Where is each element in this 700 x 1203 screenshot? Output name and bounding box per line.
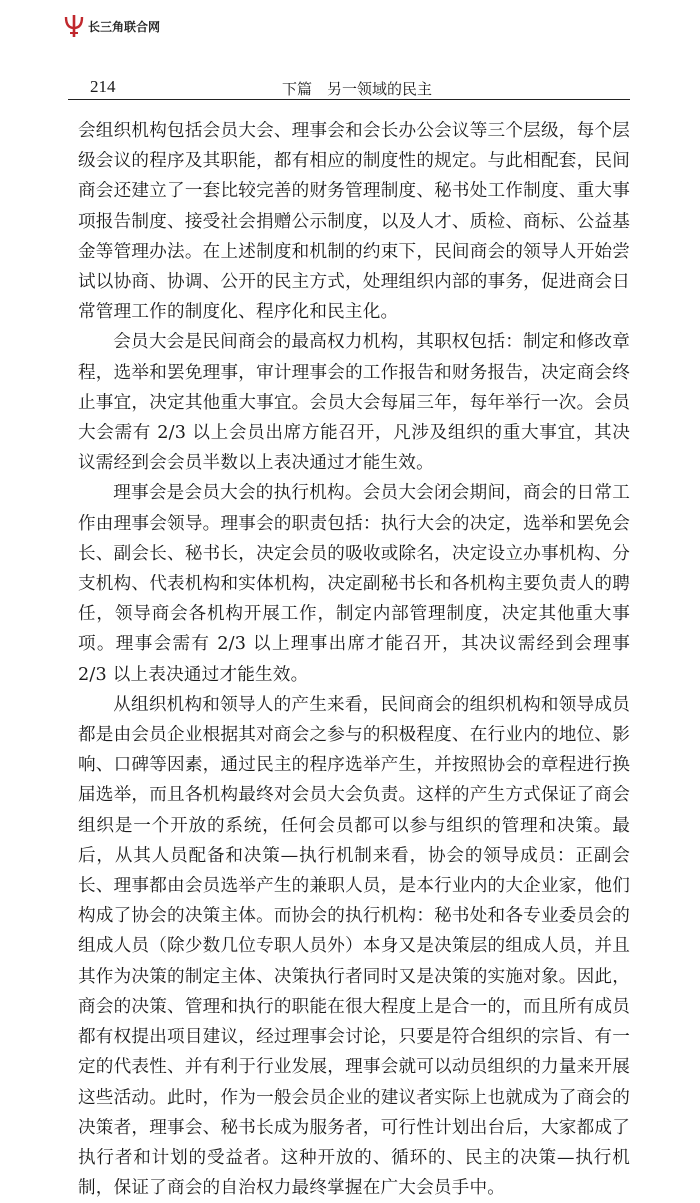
header-rule [68, 99, 630, 100]
paragraph: 会员大会是民间商会的最高权力机构，其职权包括：制定和修改章程，选举和罢免理事，审计理事会的工作报告和财务报告，决定商会终止事宜，决定其他重大事宜。会员大会每届三年，每年举行一次。会员大会需有 2/3 以上会员出席方能召开，凡涉及组织的重大事宜，其决议需经到会会员半数以上表决通过才能生效。 [78, 332, 630, 474]
logo-text: 长三角联合网 [88, 19, 161, 34]
page-number: 214 [90, 77, 116, 96]
trident-logo-icon [64, 14, 84, 38]
site-logo [64, 14, 160, 38]
running-head [68, 77, 630, 99]
running-title: 下篇 另一领域的民主 [282, 80, 433, 98]
body-text [78, 116, 630, 1203]
paragraph: 从组织机构和领导人的产生来看，民间商会的组织机构和领导成员都是由会员企业根据其对商会之参与的积极程度、在行业内的地位、影响、口碑等因素，通过民主的程序选举产生，并按照协会的章程进行换届选举，而且各机构最终对会员大会负责。这样的产生方式保证了商会组织是一个开放的系统，任何会员都可以参与组织的管理和决策。最后，从其人员配备和决策—执行机制来看，协会的领导成员：正副会长、理事都由会员选举产生的兼职人员，是本行业内的大企业家，他们构成了协会的决策主体。而协会的执行机构：秘书处和各专业委员会的组成人员（除少数几位专职人员外）本身又是决策层的组成人员，并且其作为决策的制定主体、决策执行者同时又是决策的实施对象。因此，商会的决策、管理和执行的职能在很大程度上是合一的，而且所有成员都有权提出项目建议，经过理事会讨论，只要是符合组织的宗旨、有一定的代表性、并有利于行业发展，理事会就可以动员组织的力量来开展这些活动。此时，作为一般会员企业的建议者实际上也就成为了商会的决策者，理事会、秘书长成为服务者，可行性计划出台后，大家都成了执行者和计划的受益者。这种开放的、循环的、民主的决策—执行机制，保证了商会的自治权力最终掌握在广大会员手中。 [78, 694, 630, 1199]
paragraph: 会组织机构包括会员大会、理事会和会长办公会议等三个层级，每个层级会议的程序及其职能，都有相应的制度性的规定。与此相配套，民间商会还建立了一套比较完善的财务管理制度、秘书处工作制度、重大事项报告制度、接受社会捐赠公示制度，以及人才、质检、商标、公益基金等管理办法。在上述制度和机制的约束下，民间商会的领导人开始尝试以协商、协调、公开的民主方式，处理组织内部的事务，促进商会日常管理工作的制度化、程序化和民主化。 [78, 121, 630, 323]
paragraph: 理事会是会员大会的执行机构。会员大会闭会期间，商会的日常工作由理事会领导。理事会的职责包括：执行大会的决定，选举和罢免会长、副会长、秘书长，决定会员的吸收或除名，决定设立办事机构、分支机构、代表机构和实体机构，决定副秘书长和各机构主要负责人的聘任，领导商会各机构开展工作，制定内部管理制度，决定其他重大事项。理事会需有 2/3 以上理事出席才能召开，其决议需经到会理事 2/3 以上表决通过才能生效。 [78, 483, 630, 685]
